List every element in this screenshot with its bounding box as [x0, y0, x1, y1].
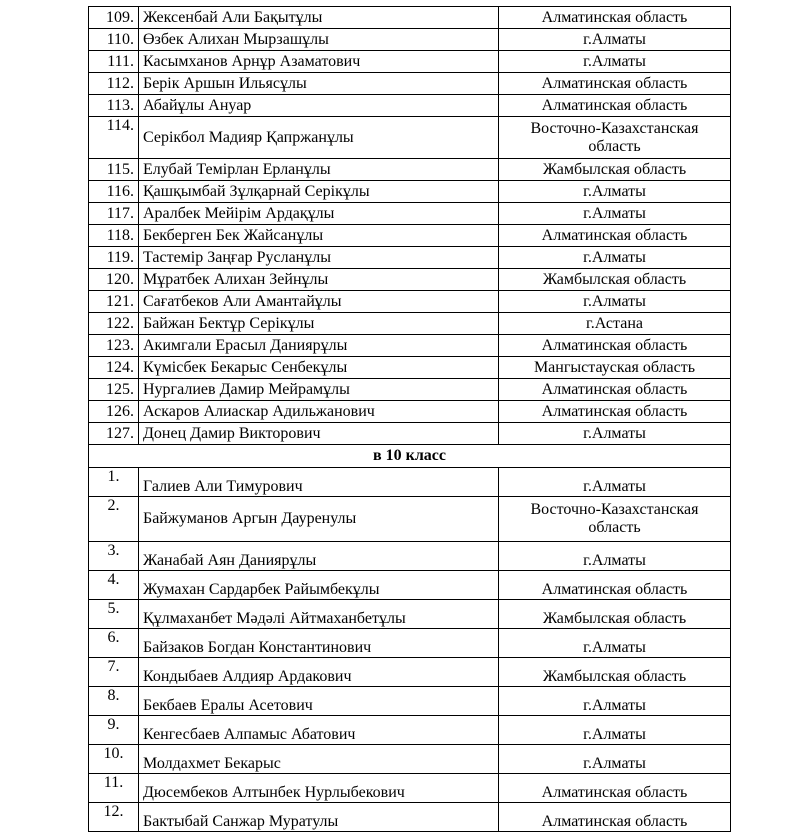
- table-row: [89, 247, 731, 269]
- table-row: [89, 313, 731, 335]
- region: г.Алматы: [499, 423, 731, 445]
- row-number: 112.: [89, 73, 139, 95]
- table-body: [89, 7, 731, 832]
- student-name: Тастемір Заңғар Русланұлы: [139, 247, 499, 269]
- row-number: 1.: [89, 468, 139, 497]
- student-name: Бекберген Бек Жайсанұлы: [139, 225, 499, 247]
- row-number: 110.: [89, 29, 139, 51]
- row-number: 2.: [89, 497, 139, 542]
- row-number: 122.: [89, 313, 139, 335]
- region: Восточно-Казахстанская область: [499, 497, 731, 542]
- row-number: 126.: [89, 401, 139, 423]
- student-name: Байзаков Богдан Константинович: [139, 629, 499, 658]
- region: Алматинская область: [499, 225, 731, 247]
- table-row: [89, 291, 731, 313]
- region: г.Алматы: [499, 542, 731, 571]
- student-name: Бактыбай Санжар Муратулы: [139, 803, 499, 832]
- row-number: 12.: [89, 803, 139, 832]
- table-row: [89, 774, 731, 803]
- student-name: Мұратбек Алихан Зейнұлы: [139, 269, 499, 291]
- row-number: 124.: [89, 357, 139, 379]
- table-row: [89, 73, 731, 95]
- student-name: Елубай Темірлан Ерланұлы: [139, 159, 499, 181]
- region: г.Алматы: [499, 291, 731, 313]
- region: г.Алматы: [499, 203, 731, 225]
- region: г.Алматы: [499, 181, 731, 203]
- row-number: 123.: [89, 335, 139, 357]
- region: г.Астана: [499, 313, 731, 335]
- row-number: 113.: [89, 95, 139, 117]
- region: г.Алматы: [499, 716, 731, 745]
- student-name: Нургалиев Дамир Мейрамұлы: [139, 379, 499, 401]
- row-number: 10.: [89, 745, 139, 774]
- table-row: [89, 468, 731, 497]
- section-header-row: [89, 445, 731, 468]
- student-name: Акимгали Ерасыл Даниярұлы: [139, 335, 499, 357]
- student-name: Молдахмет Бекарыс: [139, 745, 499, 774]
- region: г.Алматы: [499, 29, 731, 51]
- table-row: [89, 571, 731, 600]
- region: Алматинская область: [499, 774, 731, 803]
- region: Алматинская область: [499, 7, 731, 29]
- student-name: Жанабай Аян Даниярұлы: [139, 542, 499, 571]
- table-row: [89, 357, 731, 379]
- region: Алматинская область: [499, 803, 731, 832]
- row-number: 111.: [89, 51, 139, 73]
- table-row: [89, 497, 731, 542]
- region: Мангыстауская область: [499, 357, 731, 379]
- student-name: Касымханов Арнұр Азаматович: [139, 51, 499, 73]
- row-number: 7.: [89, 658, 139, 687]
- region: Алматинская область: [499, 401, 731, 423]
- row-number: 117.: [89, 203, 139, 225]
- table-row: [89, 716, 731, 745]
- region: г.Алматы: [499, 468, 731, 497]
- student-name: Дюсембеков Алтынбек Нурлыбекович: [139, 774, 499, 803]
- row-number: 127.: [89, 423, 139, 445]
- student-name: Жумахан Сардарбек Райымбекұлы: [139, 571, 499, 600]
- student-name: Берік Аршын Ильясұлы: [139, 73, 499, 95]
- row-number: 118.: [89, 225, 139, 247]
- table-row: [89, 423, 731, 445]
- table-row: [89, 95, 731, 117]
- table-row: [89, 117, 731, 159]
- row-number: 3.: [89, 542, 139, 571]
- region: г.Алматы: [499, 745, 731, 774]
- student-name: Құлмаханбет Мәдәлі Айтмаханбетұлы: [139, 600, 499, 629]
- student-name: Өзбек Алихан Мырзашұлы: [139, 29, 499, 51]
- region: Жамбылская область: [499, 600, 731, 629]
- row-number: 11.: [89, 774, 139, 803]
- row-number: 115.: [89, 159, 139, 181]
- student-name: Бекбаев Ералы Асетович: [139, 687, 499, 716]
- region: г.Алматы: [499, 247, 731, 269]
- region: Алматинская область: [499, 73, 731, 95]
- table-row: [89, 745, 731, 774]
- table-row: [89, 29, 731, 51]
- table-row: [89, 803, 731, 832]
- region: Восточно-Казахстанская область: [499, 117, 731, 159]
- student-name: Донец Дамир Викторович: [139, 423, 499, 445]
- row-number: 9.: [89, 716, 139, 745]
- row-number: 116.: [89, 181, 139, 203]
- row-number: 119.: [89, 247, 139, 269]
- table-row: [89, 7, 731, 29]
- student-name: Кенгесбаев Алпамыс Абатович: [139, 716, 499, 745]
- table-row: [89, 629, 731, 658]
- table-row: [89, 600, 731, 629]
- region: г.Алматы: [499, 629, 731, 658]
- row-number: 114.: [89, 117, 139, 159]
- region: г.Алматы: [499, 51, 731, 73]
- row-number: 8.: [89, 687, 139, 716]
- region: Жамбылская область: [499, 658, 731, 687]
- region: Жамбылская область: [499, 159, 731, 181]
- table-row: [89, 658, 731, 687]
- table-row: [89, 269, 731, 291]
- student-name: Аскаров Алиаскар Адильжанович: [139, 401, 499, 423]
- region: Жамбылская область: [499, 269, 731, 291]
- region: Алматинская область: [499, 335, 731, 357]
- region: г.Алматы: [499, 687, 731, 716]
- student-name: Байжуманов Аргын Дауренулы: [139, 497, 499, 542]
- row-number: 120.: [89, 269, 139, 291]
- student-name: Қашқымбай Зұлқарнай Серікұлы: [139, 181, 499, 203]
- student-name: Аралбек Мейірім Ардақұлы: [139, 203, 499, 225]
- table-row: [89, 51, 731, 73]
- students-table: [88, 6, 731, 832]
- row-number: 121.: [89, 291, 139, 313]
- table-row: [89, 379, 731, 401]
- table-row: [89, 225, 731, 247]
- row-number: 125.: [89, 379, 139, 401]
- student-name: Сағатбеков Али Амантайұлы: [139, 291, 499, 313]
- student-name: Кондыбаев Алдияр Ардакович: [139, 658, 499, 687]
- table-row: [89, 335, 731, 357]
- row-number: 6.: [89, 629, 139, 658]
- student-name: Абайұлы Ануар: [139, 95, 499, 117]
- student-name: Жексенбай Али Бақытұлы: [139, 7, 499, 29]
- row-number: 4.: [89, 571, 139, 600]
- section-header: в 10 класс: [89, 445, 731, 468]
- row-number: 109.: [89, 7, 139, 29]
- table-row: [89, 542, 731, 571]
- row-number: 5.: [89, 600, 139, 629]
- student-name: Байжан Бектұр Серікұлы: [139, 313, 499, 335]
- table-row: [89, 159, 731, 181]
- table-row: [89, 687, 731, 716]
- student-name: Серікбол Мадияр Қапржанұлы: [139, 117, 499, 159]
- student-name: Күмісбек Бекарыс Сенбекұлы: [139, 357, 499, 379]
- table-row: [89, 203, 731, 225]
- region: Алматинская область: [499, 95, 731, 117]
- table-row: [89, 401, 731, 423]
- region: Алматинская область: [499, 379, 731, 401]
- table-row: [89, 181, 731, 203]
- student-name: Галиев Али Тимурович: [139, 468, 499, 497]
- region: Алматинская область: [499, 571, 731, 600]
